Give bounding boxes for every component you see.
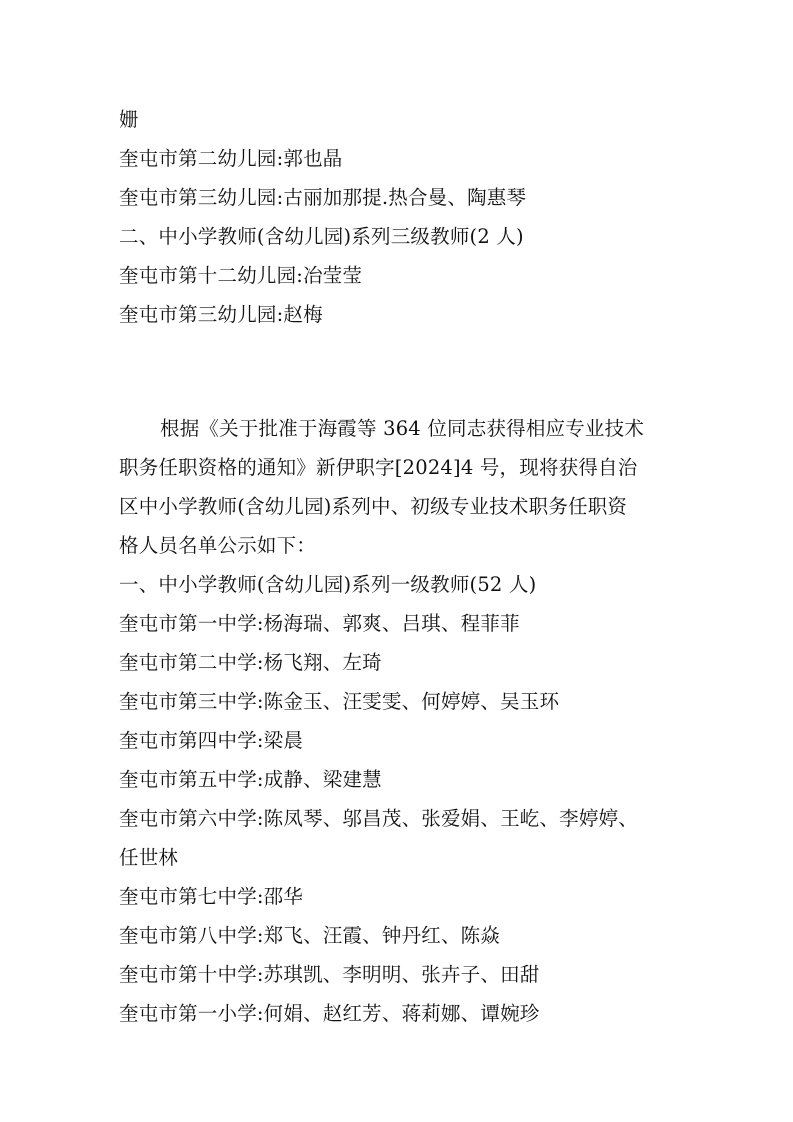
school-line-middle-7: 奎屯市第七中学:邵华: [119, 885, 304, 908]
school-line-middle-6: 奎屯市第六中学:陈凤琴、邬昌茂、张爱娟、王屹、李婷婷、: [119, 807, 638, 830]
kindergarten-12-line: 奎屯市第十二幼儿园:冶莹莹: [119, 264, 363, 287]
school-line-middle-10: 奎屯市第十中学:苏琪凯、李明明、张卉子、田甜: [119, 963, 540, 986]
kindergarten-3-level3-line: 奎屯市第三幼儿园:赵梅: [119, 303, 323, 326]
section-heading-level3: 二、中小学教师(含幼儿园)系列三级教师(2 人): [119, 225, 524, 248]
school-line-middle-8: 奎屯市第八中学:郑飞、汪霞、钟丹红、陈焱: [119, 924, 501, 947]
notice-paragraph-line-2: 职务任职资格的通知》新伊职字[2024]4 号，现将获得自治: [119, 456, 638, 479]
school-line-middle-2: 奎屯市第二中学:杨飞翔、左琦: [119, 651, 382, 674]
notice-paragraph-line-3: 区中小学教师(含幼儿园)系列中、初级专业技术职务任职资: [119, 495, 628, 518]
school-line-primary-1: 奎屯市第一小学:何娟、赵红芳、蒋莉娜、谭婉珍: [119, 1002, 540, 1025]
continued-name-line: 姗: [119, 108, 139, 131]
kindergarten-3-line: 奎屯市第三幼儿园:古丽加那提.热合曼、陶惠琴: [119, 186, 527, 209]
section-heading-level1: 一、中小学教师(含幼儿园)系列一级教师(52 人): [119, 573, 537, 596]
notice-paragraph-line-4: 格人员名单公示如下：: [119, 534, 317, 557]
notice-paragraph-line-1: 根据《关于批准于海霞等 364 位同志获得相应专业技术: [160, 417, 645, 440]
school-line-middle-6-cont: 任世林: [119, 846, 179, 869]
kindergarten-2-line: 奎屯市第二幼儿园:郭也晶: [119, 147, 343, 170]
school-line-middle-1: 奎屯市第一中学:杨海瑞、郭爽、吕琪、程菲菲: [119, 612, 520, 635]
school-line-middle-4: 奎屯市第四中学:梁晨: [119, 729, 304, 752]
school-line-middle-5: 奎屯市第五中学:成静、梁建慧: [119, 768, 382, 791]
school-line-middle-3: 奎屯市第三中学:陈金玉、汪雯雯、何婷婷、吴玉环: [119, 690, 560, 713]
